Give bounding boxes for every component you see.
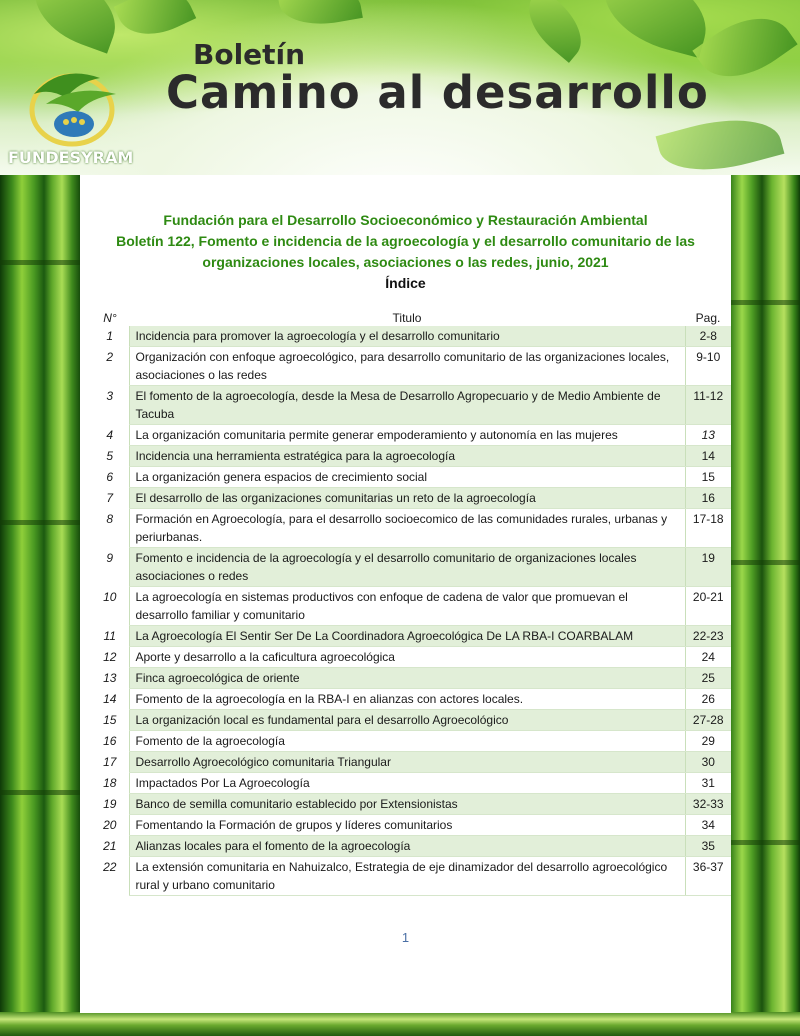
index-row — [91, 647, 731, 668]
index-row-number: 5 — [106, 448, 114, 463]
index-row-number: 4 — [106, 427, 114, 442]
index-row-page: 35 — [685, 836, 731, 857]
index-row — [91, 509, 731, 548]
org-name: Fundación para el Desarrollo Socioeconómico y Restauración Ambiental — [163, 212, 648, 228]
index-row-title: Incidencia para promover la agroecología y el desarrollo comunitario — [129, 326, 685, 347]
index-row-page: 17-18 — [685, 509, 731, 548]
index-row-number: 16 — [103, 733, 117, 748]
index-row — [91, 425, 731, 446]
index-row-page: 30 — [685, 752, 731, 773]
index-row-number: 11 — [103, 628, 116, 643]
index-row — [91, 710, 731, 731]
index-row-page: 29 — [685, 731, 731, 752]
logo-text: FUNDESYRAM — [8, 148, 134, 167]
index-row-number: 19 — [103, 796, 117, 811]
index-row-number: 3 — [106, 388, 114, 403]
index-row — [91, 587, 731, 626]
index-row — [91, 386, 731, 425]
index-row — [91, 752, 731, 773]
page-number: 1 — [401, 930, 410, 945]
column-header-pag: Pag. — [695, 311, 721, 325]
index-row-title: Formación en Agroecología, para el desarrollo socioecomico de las comunidades rurales, urbanas y periurbanas. — [129, 509, 685, 548]
index-title: Índice — [385, 275, 426, 291]
index-row-title: Aporte y desarrollo a la caficultura agroecológica — [129, 647, 685, 668]
index-row — [91, 548, 731, 587]
index-row-title: La extensión comunitaria en Nahuizalco, Estrategia de eje dinamizador del desarrollo agroecológico rural y urbano comunitario — [129, 857, 685, 896]
index-row-title: Alianzas locales para el fomento de la agroecología — [129, 836, 685, 857]
index-row-page: 36-37 — [685, 857, 731, 896]
index-row-number: 6 — [106, 469, 114, 484]
index-row — [91, 488, 731, 509]
index-row-number: 20 — [103, 817, 117, 832]
index-row-page: 20-21 — [685, 587, 731, 626]
index-row-number: 10 — [103, 589, 117, 604]
column-header-title: Titulo — [392, 311, 422, 325]
index-row — [91, 626, 731, 647]
index-row-number: 9 — [106, 550, 114, 565]
index-row-number: 22 — [103, 859, 117, 874]
document-page — [80, 175, 731, 1013]
index-row — [91, 773, 731, 794]
index-row-number: 12 — [103, 649, 117, 664]
fundesyram-logo-icon — [20, 64, 132, 150]
index-row-title: Banco de semilla comunitario establecido por Extensionistas — [129, 794, 685, 815]
index-row-page: 2-8 — [685, 326, 731, 347]
index-row-page: 13 — [685, 425, 731, 446]
index-header-row — [91, 310, 731, 326]
index-row-title: La organización genera espacios de crecimiento social — [129, 467, 685, 488]
index-table — [91, 310, 731, 896]
index-row-page: 9-10 — [685, 347, 731, 386]
index-row-number: 8 — [106, 511, 114, 526]
bulletin-label: Boletín — [193, 38, 306, 71]
bulletin-title: Camino al desarrollo — [166, 66, 709, 119]
index-row — [91, 794, 731, 815]
index-row-title: Fomento de la agroecología en la RBA-I en alianzas con actores locales. — [129, 689, 685, 710]
index-row-title: Incidencia una herramienta estratégica para la agroecología — [129, 446, 685, 467]
index-row-number: 2 — [106, 349, 114, 364]
index-row — [91, 467, 731, 488]
index-row-title: Fomento de la agroecología — [129, 731, 685, 752]
index-row-number: 1 — [106, 329, 114, 343]
bottom-leaf-strip — [0, 1012, 800, 1036]
index-row-number: 21 — [103, 838, 117, 853]
index-row-page: 19 — [685, 548, 731, 587]
index-row — [91, 815, 731, 836]
index-row-page: 25 — [685, 668, 731, 689]
index-row-title: La organización local es fundamental para el desarrollo Agroecológico — [129, 710, 685, 731]
index-row — [91, 857, 731, 896]
index-row — [91, 836, 731, 857]
bulletin-line-1: Boletín 122, Fomento e incidencia de la agroecología y el desarrollo comunitario de las — [116, 233, 695, 249]
index-row-page: 14 — [685, 446, 731, 467]
index-row-title: Fomentando la Formación de grupos y líderes comunitarios — [129, 815, 685, 836]
index-row-title: La agroecología en sistemas productivos con enfoque de cadena de valor que promuevan el desarrollo familiar y comunitario — [129, 587, 685, 626]
index-row-page: 16 — [685, 488, 731, 509]
index-row-title: La organización comunitaria permite generar empoderamiento y autonomía en las mujeres — [129, 425, 685, 446]
column-header-num: N° — [103, 311, 117, 325]
index-row-page: 26 — [685, 689, 731, 710]
index-row-number: 15 — [103, 712, 117, 727]
index-row-title: El fomento de la agroecología, desde la Mesa de Desarrollo Agropecuario y de Medio Ambiente de Tacuba — [129, 386, 685, 425]
index-row-title: Impactados Por La Agroecología — [129, 773, 685, 794]
index-row-title: El desarrollo de las organizaciones comunitarias un reto de la agroecología — [129, 488, 685, 509]
index-row — [91, 689, 731, 710]
index-row-title: Desarrollo Agroecológico comunitaria Triangular — [129, 752, 685, 773]
index-row-page: 27-28 — [685, 710, 731, 731]
index-row-number: 17 — [103, 754, 117, 769]
index-row — [91, 347, 731, 386]
index-row — [91, 326, 731, 347]
index-row-number: 14 — [103, 691, 117, 706]
index-row-number: 13 — [103, 670, 117, 685]
bulletin-line-2: organizaciones locales, asociaciones o las redes, junio, 2021 — [202, 254, 609, 270]
index-row-page: 24 — [685, 647, 731, 668]
index-row — [91, 446, 731, 467]
index-row-number: 18 — [103, 775, 117, 790]
banner-header — [0, 0, 800, 175]
index-row — [91, 668, 731, 689]
index-row-number: 7 — [106, 490, 114, 505]
index-row-title: La Agroecología El Sentir Ser De La Coordinadora Agroecológica De LA RBA-I COARBALAM — [129, 626, 685, 647]
index-row-title: Organización con enfoque agroecológico, para desarrollo comunitario de las organizaciones locales, asociaciones o las redes — [129, 347, 685, 386]
index-row-page: 32-33 — [685, 794, 731, 815]
document-heading — [80, 210, 731, 294]
index-row-page: 11-12 — [685, 386, 731, 425]
index-row-page: 15 — [685, 467, 731, 488]
index-row-page: 34 — [685, 815, 731, 836]
index-row-page: 31 — [685, 773, 731, 794]
index-row-title: Finca agroecológica de oriente — [129, 668, 685, 689]
index-row — [91, 731, 731, 752]
index-row-title: Fomento e incidencia de la agroecología y el desarrollo comunitario de organizaciones locales asociaciones o redes — [129, 548, 685, 587]
index-row-page: 22-23 — [685, 626, 731, 647]
